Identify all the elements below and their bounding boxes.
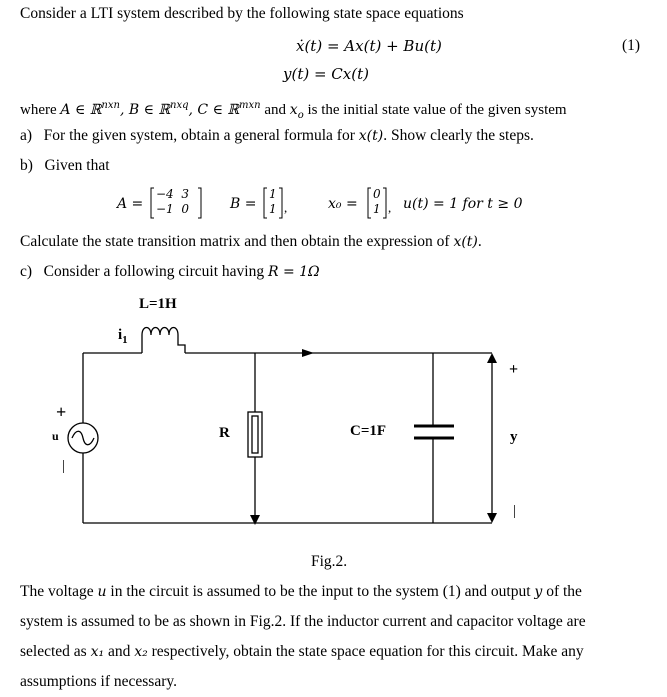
x0-label: x₀ = xyxy=(328,196,358,212)
inductor-label: L=1H xyxy=(139,296,177,312)
output-minus: | xyxy=(513,503,517,519)
para-line-1: The voltage u in the circuit is assumed to be the input to the system (1) and output y of the xyxy=(20,583,582,600)
part-c: c) Consider a following circuit having R = 1Ω xyxy=(20,263,320,280)
part-b: b) Given that xyxy=(20,157,110,174)
matrix-B-label: B = xyxy=(230,196,257,212)
output-plus: + xyxy=(509,361,519,378)
capacitor-label: C=1F xyxy=(350,423,387,439)
figure-caption: Fig.2. xyxy=(311,553,348,570)
source-label: u xyxy=(52,429,59,443)
intro-text: Consider a LTI system described by the following state space equations xyxy=(20,5,464,22)
state-equation: ẋ(t) = Ax(t) + Bu(t) xyxy=(296,37,442,55)
where-line: where A ∈ ℝ$^{nxn}$, B ∈ ℝ$^{nxq}$, C ∈ ℝ$^{mxn}$ and $x_o$ is the initial state value of the given system xyxy=(20,100,567,121)
matrix-x0: 0 1 , xyxy=(366,186,392,220)
calc-line: Calculate the state transition matrix and then obtain the expression of x(t). xyxy=(20,233,482,250)
matrix-B: 1 1 , xyxy=(262,186,288,220)
matrix-A-label: A = xyxy=(117,196,144,212)
source-minus: | xyxy=(62,458,66,474)
source-plus: + xyxy=(56,402,67,422)
matrix-A: −4 3 −1 0 xyxy=(149,186,203,220)
output-label: y xyxy=(510,429,518,445)
para-line-3: selected as x₁ and x₂ respectively, obtain the state space equation for this circuit. Make any xyxy=(20,643,584,660)
resistor-label: R xyxy=(219,425,230,441)
output-equation: y(t) = Cx(t) xyxy=(283,65,369,83)
current-label: $i_1$ xyxy=(118,327,128,346)
input-definition: u(t) = 1 for t ≥ 0 xyxy=(403,196,523,212)
para-line-4: assumptions if necessary. xyxy=(20,673,177,690)
para-line-2: system is assumed to be as shown in Fig.2. If the inductor current and capacitor voltage are xyxy=(20,613,586,630)
equation-number: (1) xyxy=(622,37,641,54)
part-a: a) For the given system, obtain a general formula for x(t). Show clearly the steps. xyxy=(20,127,534,144)
